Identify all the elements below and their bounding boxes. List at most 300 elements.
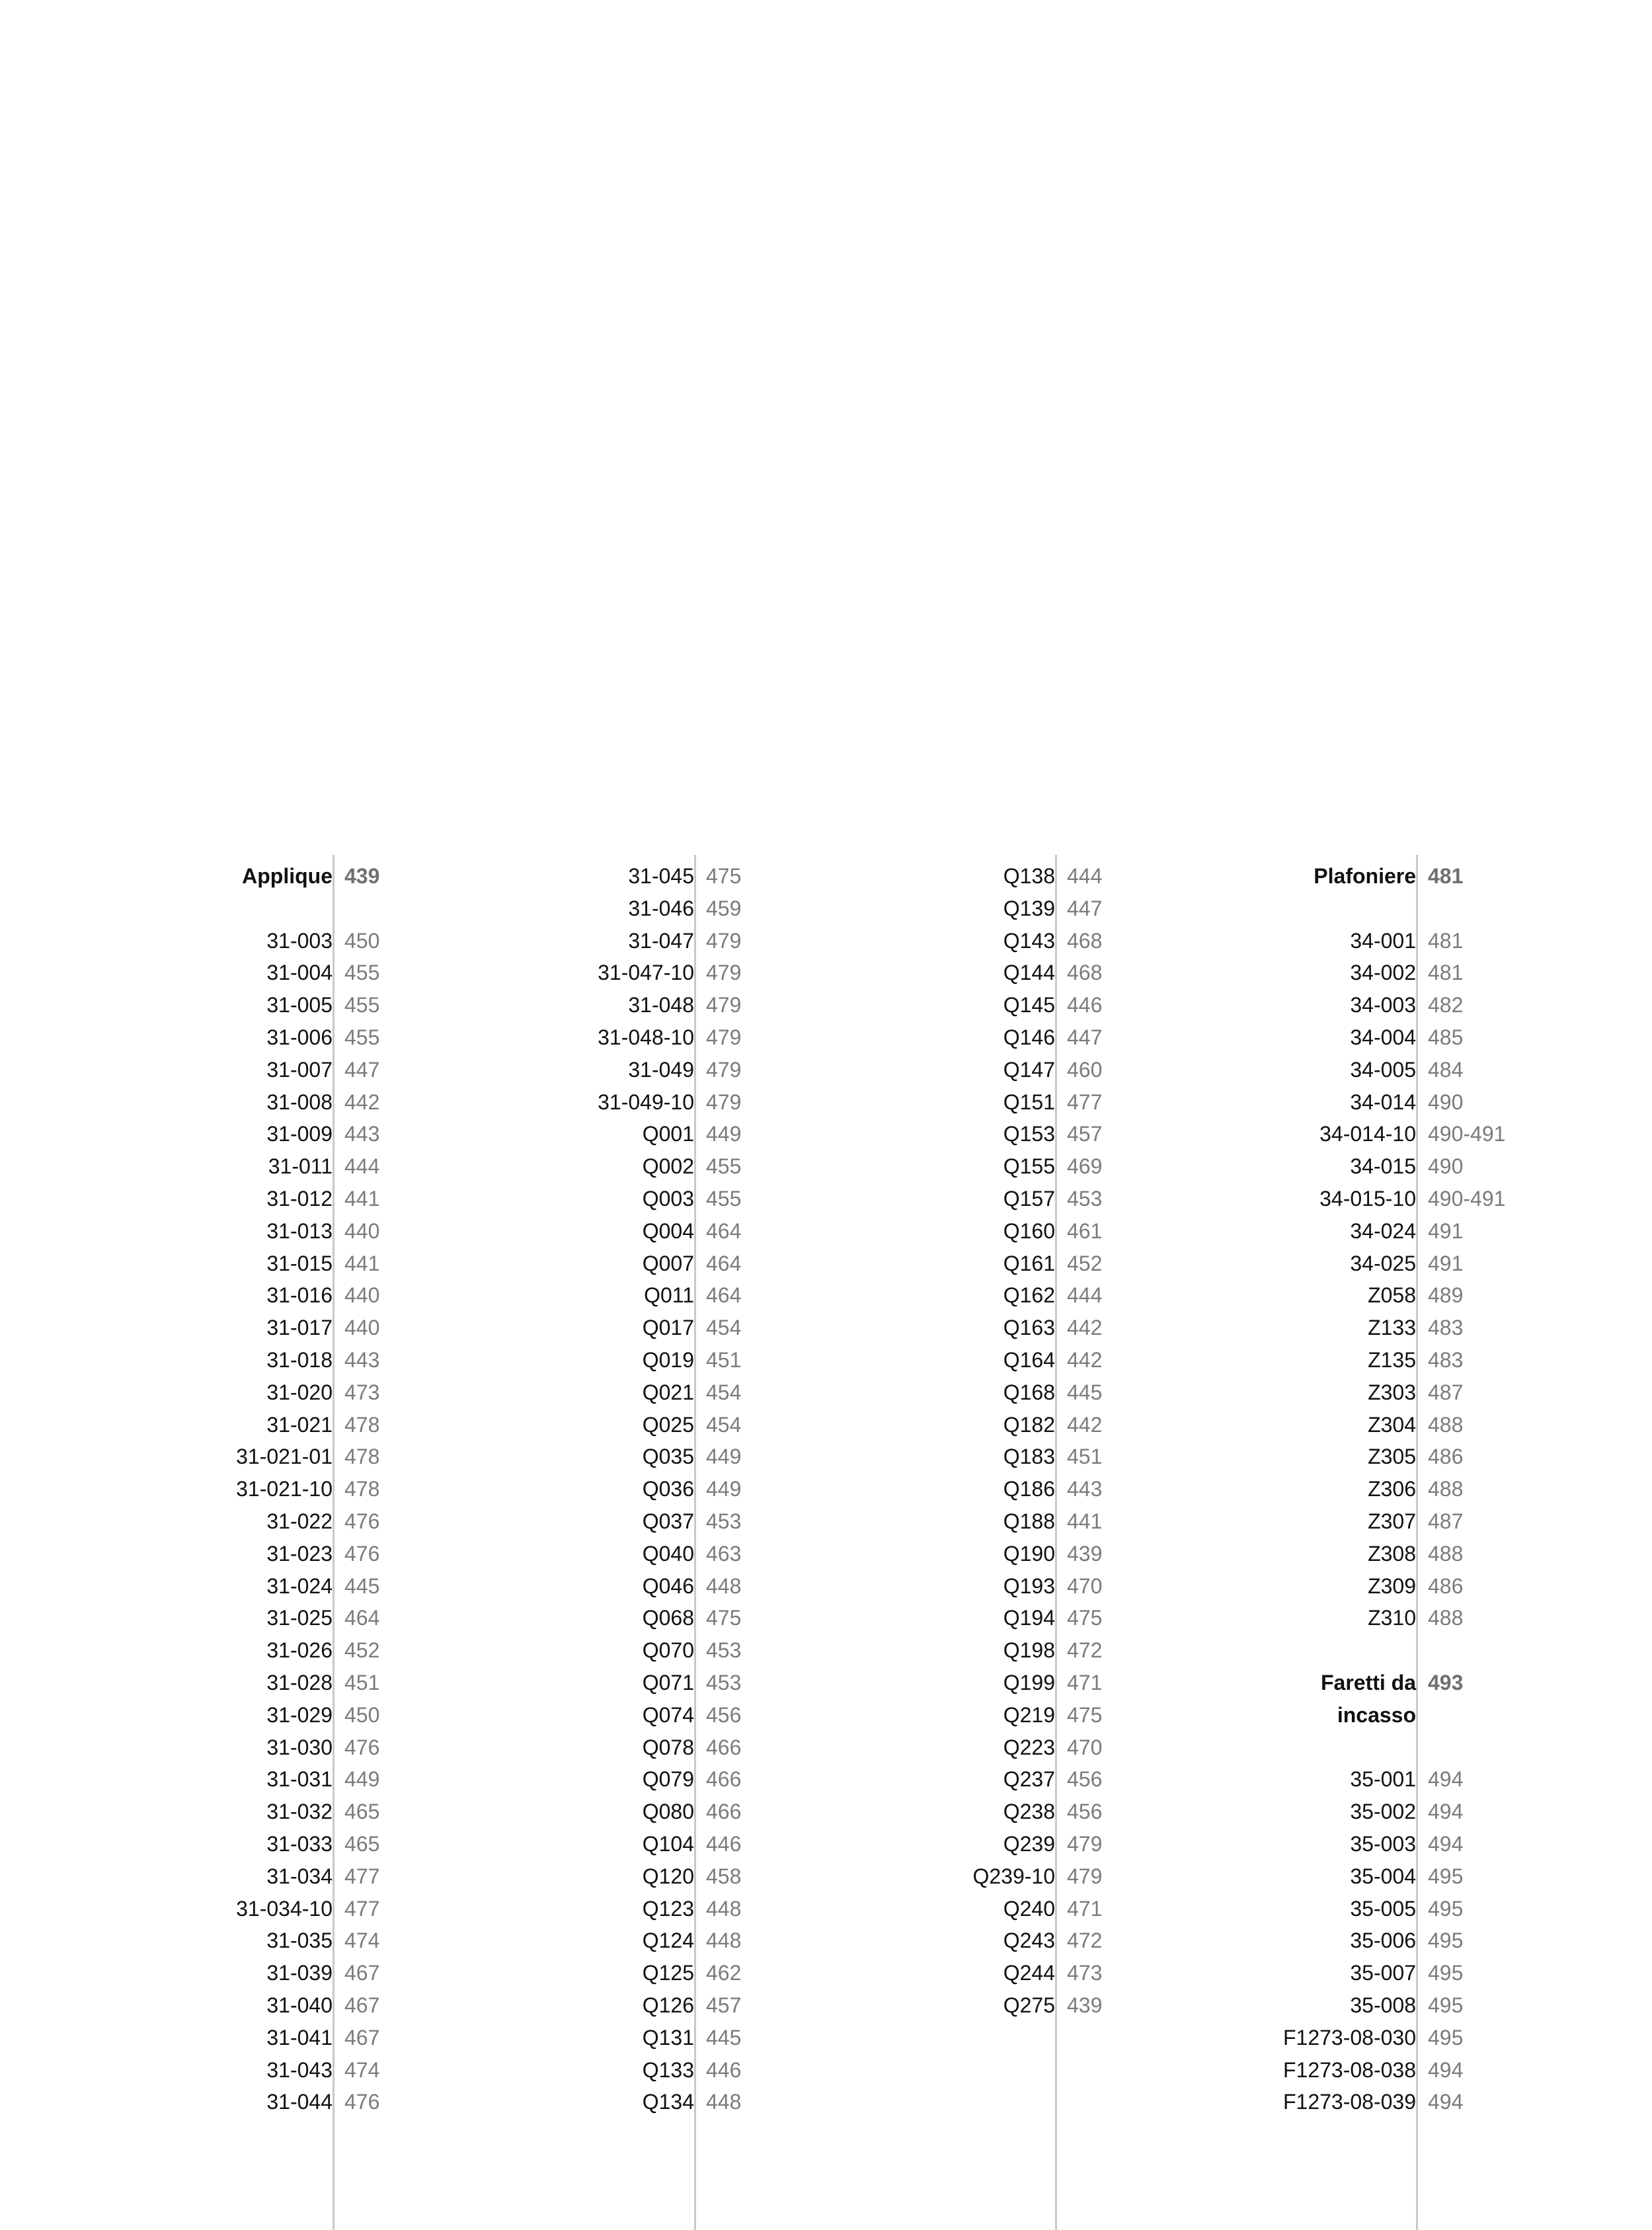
index-entry [894,925,1264,957]
product-code: Z308 [1368,1541,1416,1566]
page-number: 444 [1067,864,1103,888]
product-code: 31-018 [266,1348,333,1372]
page-number: 447 [344,1057,380,1082]
index-column-2 [533,855,903,2230]
product-code: 31-047 [628,928,694,953]
page-number: 472 [1067,1638,1103,1663]
index-entry [894,1763,1264,1796]
page-number: 475 [1067,1606,1103,1630]
product-code: 31-033 [266,1832,333,1856]
product-code: 31-008 [266,1090,333,1114]
index-entry [1255,1344,1625,1376]
product-code: 35-005 [1350,1896,1416,1921]
page-number: 495 [1428,1929,1464,1953]
product-code: Q124 [642,1929,694,1953]
product-code: 31-012 [266,1187,333,1211]
product-code: 34-001 [1350,928,1416,953]
page-number: 439 [1067,1993,1103,2017]
index-entry [894,1054,1264,1086]
product-code: 31-029 [266,1702,333,1727]
product-code: Q155 [1003,1154,1055,1179]
product-code: Q240 [1003,1896,1055,1921]
product-code: Z307 [1368,1509,1416,1533]
product-code: Q139 [1003,896,1055,920]
index-entry [533,1989,903,2022]
product-code: Q068 [642,1606,694,1630]
index-entry [894,957,1264,989]
page-number: 476 [344,1735,380,1759]
index-entry [894,893,1264,925]
product-code: 31-025 [266,1606,333,1630]
index-entry [533,1473,903,1505]
index-entry [533,2022,903,2054]
index-entry [894,1699,1264,1732]
page-number: 448 [706,1929,742,1953]
section-page-number: 439 [344,864,380,888]
index-entry [894,860,1264,893]
index-entry [171,989,541,1021]
index-entry [1255,1054,1625,1086]
index-entry [171,1215,541,1248]
page-number: 488 [1428,1412,1464,1437]
product-code: Q193 [1003,1573,1055,1598]
product-code: Q275 [1003,1993,1055,2017]
page-number: 479 [706,1090,742,1114]
page-number: 494 [1428,1832,1464,1856]
index-entry [1255,925,1625,957]
product-code: Q138 [1003,864,1055,888]
index-entry [533,1118,903,1150]
product-code: Q238 [1003,1800,1055,1824]
index-entry [894,1150,1264,1183]
index-entry [533,1796,903,1828]
index-entry [1255,1021,1625,1054]
product-code: Q025 [642,1412,694,1437]
page-number: 466 [706,1767,742,1792]
index-entry [533,1086,903,1119]
product-code: Q035 [642,1445,694,1469]
page-number: 494 [1428,2057,1464,2082]
product-code: Q125 [642,1961,694,1985]
page-number: 484 [1428,1057,1464,1082]
product-code: Q120 [642,1864,694,1888]
product-code: Q151 [1003,1090,1055,1114]
page-number: 455 [344,1025,380,1049]
index-entry [533,893,903,925]
page-number: 465 [344,1832,380,1856]
page-number: 451 [1067,1445,1103,1469]
product-code: 31-030 [266,1735,333,1759]
page-number: 466 [706,1800,742,1824]
index-entry [533,1505,903,1538]
index-entry [171,957,541,989]
index-entry [533,1376,903,1409]
index-entry [171,1021,541,1054]
product-code: Q021 [642,1380,694,1404]
product-code: 34-014 [1350,1090,1416,1114]
page-number: 442 [344,1090,380,1114]
index-column-4 [1255,855,1625,2230]
page-number: 467 [344,2025,380,2050]
page-number: 491 [1428,1251,1464,1275]
product-code: 35-006 [1350,1929,1416,1953]
product-code: Q003 [642,1187,694,1211]
section-heading-row [171,860,541,893]
index-entry [171,2022,541,2054]
product-code: Q153 [1003,1122,1055,1146]
product-code: Q046 [642,1573,694,1598]
product-code: Q004 [642,1218,694,1243]
product-code: 31-020 [266,1380,333,1404]
page-number: 494 [1428,2090,1464,2114]
index-entry [533,2086,903,2118]
index-entry [171,1860,541,1893]
page-number: 467 [344,1961,380,1985]
index-entry [533,1570,903,1603]
index-entry [894,1473,1264,1505]
index-entry [171,1957,541,1989]
index-entry [1255,1893,1625,1925]
index-entry [533,1409,903,1441]
page-number: 481 [1428,961,1464,985]
product-code: Q131 [642,2025,694,2050]
page-number: 479 [706,993,742,1017]
page-number: 448 [706,1573,742,1598]
product-code: 35-003 [1350,1832,1416,1856]
page-number: 470 [1067,1735,1103,1759]
page-number: 473 [344,1380,380,1404]
page-number: 479 [1067,1832,1103,1856]
product-code: Q040 [642,1541,694,1566]
index-entry [1255,1796,1625,1828]
page-number: 455 [344,961,380,985]
page-number: 447 [1067,1025,1103,1049]
page-number: 468 [1067,928,1103,953]
product-code: Q036 [642,1477,694,1501]
product-code: 31-004 [266,961,333,985]
index-entry [533,860,903,893]
page-number: 441 [1067,1509,1103,1533]
product-code: 31-021 [266,1412,333,1437]
index-entry [894,1248,1264,1280]
index-entry [894,1312,1264,1344]
page-number: 449 [706,1445,742,1469]
index-entry [171,1796,541,1828]
product-code: Q079 [642,1767,694,1792]
page-number: 455 [706,1154,742,1179]
index-entry [894,1957,1264,1989]
product-code: Q145 [1003,993,1055,1017]
index-entry [171,1570,541,1603]
product-code: 34-024 [1350,1218,1416,1243]
page-number: 450 [344,1702,380,1727]
page-number: 446 [1067,993,1103,1017]
page-number: 481 [1428,928,1464,953]
index-entry [894,1570,1264,1603]
index-entry [171,925,541,957]
page-number: 444 [1067,1283,1103,1308]
page-number: 449 [706,1477,742,1501]
index-entry [171,1441,541,1473]
index-entry [171,1086,541,1119]
section-title: Plafoniere [1314,864,1416,888]
product-code: 34-015 [1350,1154,1416,1179]
page-number: 488 [1428,1606,1464,1630]
product-code: Q237 [1003,1767,1055,1792]
product-code: 31-039 [266,1961,333,1985]
product-code: 31-009 [266,1122,333,1146]
page-number: 464 [706,1218,742,1243]
product-code: Z309 [1368,1573,1416,1598]
product-code: Q134 [642,2090,694,2114]
section-heading-row [1255,1699,1625,1732]
product-code: Z303 [1368,1380,1416,1404]
product-code: 34-002 [1350,961,1416,985]
index-entry [894,1086,1264,1119]
product-code: 31-046 [628,896,694,920]
product-code: Q244 [1003,1961,1055,1985]
product-code: 31-007 [266,1057,333,1082]
page-number: 495 [1428,1961,1464,1985]
product-code: 31-031 [266,1767,333,1792]
index-entry [894,1183,1264,1215]
index-entry [894,1634,1264,1667]
index-entry [1255,989,1625,1021]
index-entry [1255,1473,1625,1505]
page-number: 453 [706,1638,742,1663]
product-code: Q017 [642,1316,694,1340]
index-entry [533,1893,903,1925]
index-entry [894,1279,1264,1312]
product-code: 31-006 [266,1025,333,1049]
product-code: Q080 [642,1800,694,1824]
index-entry [1255,1957,1625,1989]
page-number: 494 [1428,1800,1464,1824]
page-number: 485 [1428,1025,1464,1049]
page-number: 440 [344,1283,380,1308]
page-number: 479 [706,928,742,953]
product-code: Q147 [1003,1057,1055,1082]
page-number: 478 [344,1477,380,1501]
product-code: 31-017 [266,1316,333,1340]
product-code: Q143 [1003,928,1055,953]
page-number: 472 [1067,1929,1103,1953]
product-code: Z135 [1368,1348,1416,1372]
page-number: 478 [344,1412,380,1437]
index-entry [171,1279,541,1312]
index-entry [533,1215,903,1248]
product-code: Z305 [1368,1445,1416,1469]
index-entry [894,1796,1264,1828]
page-number: 475 [1067,1702,1103,1727]
page-number: 483 [1428,1348,1464,1372]
page-number: 478 [344,1445,380,1469]
product-code: Q198 [1003,1638,1055,1663]
page-number: 442 [1067,1412,1103,1437]
page-number: 454 [706,1412,742,1437]
product-code: Q007 [642,1251,694,1275]
product-code: 31-022 [266,1509,333,1533]
page-number: 494 [1428,1767,1464,1792]
index-entry [1255,1989,1625,2022]
page-number: 463 [706,1541,742,1566]
index-entry [1255,1538,1625,1570]
page-number: 479 [706,961,742,985]
index-entry [894,1989,1264,2022]
index-entry [894,1344,1264,1376]
index-entry [533,1699,903,1732]
product-code: Q223 [1003,1735,1055,1759]
index-entry [171,1118,541,1150]
product-code: Q161 [1003,1251,1055,1275]
page-number: 443 [1067,1477,1103,1501]
product-code: 34-003 [1350,993,1416,1017]
index-entry [1255,1150,1625,1183]
page-number: 456 [706,1702,742,1727]
product-code: Q190 [1003,1541,1055,1566]
index-entry [533,1183,903,1215]
product-code: Q146 [1003,1025,1055,1049]
product-code: 31-003 [266,928,333,953]
index-entry [171,1602,541,1634]
page-number: 471 [1067,1671,1103,1694]
product-code: Q037 [642,1509,694,1533]
product-code: 31-048-10 [598,1025,694,1049]
product-code: 31-034 [266,1864,333,1888]
page-number: 495 [1428,2025,1464,2050]
index-entry [533,989,903,1021]
product-code: F1273-08-039 [1282,2090,1416,2114]
product-code: Q078 [642,1735,694,1759]
index-entry [1255,1118,1625,1150]
product-code: 34-014-10 [1319,1122,1416,1146]
index-entry [894,1925,1264,1957]
product-code: Q123 [642,1896,694,1921]
page-number: 459 [706,896,742,920]
index-entry [171,1344,541,1376]
product-code: 34-025 [1350,1251,1416,1275]
product-code: 35-001 [1350,1767,1416,1792]
page-number: 479 [1067,1864,1103,1888]
index-entry [171,1150,541,1183]
index-entry [1255,1248,1625,1280]
index-entry [171,1893,541,1925]
section-heading-row [1255,860,1625,893]
product-code: 35-004 [1350,1864,1416,1888]
index-entry [894,1505,1264,1538]
index-entry [894,1893,1264,1925]
index-entry [1255,1828,1625,1860]
index-entry [171,2086,541,2118]
product-code: Q157 [1003,1187,1055,1211]
index-entry [171,1634,541,1667]
product-code: 31-044 [266,2090,333,2114]
page-number: 487 [1428,1380,1464,1404]
index-entry [171,1505,541,1538]
page-number: 495 [1428,1864,1464,1888]
page-number: 458 [706,1864,742,1888]
page-number: 464 [706,1283,742,1308]
product-code: Q168 [1003,1380,1055,1404]
product-code: 31-049 [628,1057,694,1082]
index-entry [1255,1925,1625,1957]
page-number: 456 [1067,1800,1103,1824]
index-entry [1255,1409,1625,1441]
product-code: Q182 [1003,1412,1055,1437]
index-entry [171,1312,541,1344]
page-number: 460 [1067,1057,1103,1082]
index-entry [171,1473,541,1505]
product-code: 34-005 [1350,1057,1416,1082]
page-number: 474 [344,1929,380,1953]
index-entry [1255,1602,1625,1634]
page-number: 475 [706,1606,742,1630]
index-column-1 [171,855,541,2230]
product-code: Q104 [642,1832,694,1856]
product-code: 31-015 [266,1251,333,1275]
product-code: 31-032 [266,1800,333,1824]
product-code: 34-004 [1350,1025,1416,1049]
product-code: Q126 [642,1993,694,2017]
page-number: 451 [706,1348,742,1372]
index-entry [171,1409,541,1441]
product-code: Q194 [1003,1606,1055,1630]
page-number: 495 [1428,1993,1464,2017]
index-entry [1255,2022,1625,2054]
index-entry [894,1860,1264,1893]
page-number: 446 [706,2057,742,2082]
index-entry [171,1376,541,1409]
index-entry [894,1667,1264,1699]
page-number: 447 [1067,896,1103,920]
index-entry [171,1054,541,1086]
page-number: 440 [344,1218,380,1243]
index-entry [533,1344,903,1376]
product-code: 31-013 [266,1218,333,1243]
index-entry [1255,1570,1625,1603]
page-number: 468 [1067,961,1103,985]
index-column-3 [894,855,1264,2230]
product-code: Q163 [1003,1316,1055,1340]
product-code: 31-021-01 [236,1445,333,1469]
index-entry [1255,1763,1625,1796]
index-entry [533,1732,903,1764]
product-code: Z133 [1368,1316,1416,1340]
index-entry [1255,1312,1625,1344]
product-code: Z306 [1368,1477,1416,1501]
product-code: 35-007 [1350,1961,1416,1985]
index-entry [894,1538,1264,1570]
product-code: Z310 [1368,1606,1416,1630]
page-number: 449 [344,1767,380,1792]
page-number: 452 [1067,1251,1103,1275]
page-number: 453 [706,1509,742,1533]
page-number: 453 [1067,1187,1103,1211]
section-heading-row [1255,1667,1625,1699]
page-number: 473 [1067,1961,1103,1985]
index-entry [533,1021,903,1054]
product-code: Q162 [1003,1283,1055,1308]
index-entry [894,1215,1264,1248]
index-entry [171,1763,541,1796]
product-code: F1273-08-030 [1282,2025,1416,2050]
page-number: 482 [1428,993,1464,1017]
index-entry [894,1118,1264,1150]
product-code: Q219 [1003,1702,1055,1727]
page-number: 488 [1428,1477,1464,1501]
page-number: 479 [706,1057,742,1082]
index-entry [1255,957,1625,989]
